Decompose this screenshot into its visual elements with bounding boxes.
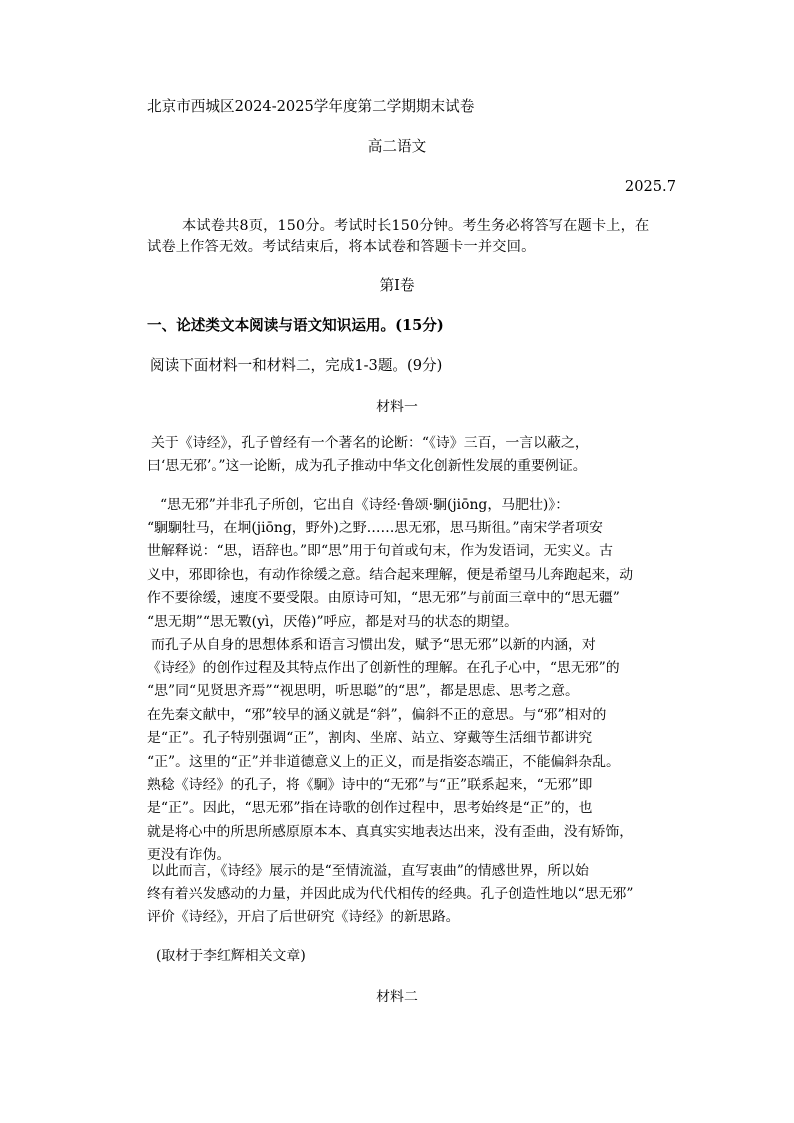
paragraph xyxy=(147,657,661,868)
text-line: 曰‘思无邪’。”这一论断，成为孔子推动中华文化创新性发展的重要例证。 xyxy=(147,458,587,474)
text-line: 关于《诗经》，孔子曾经有一个著名的论断：“《诗》三百，一言以蔽之， xyxy=(151,435,589,451)
text-line: 终有着兴发感动的力量，并因此成为代代相传的经典。孔子创造性地以“思无邪” xyxy=(147,886,634,902)
text-line: “駉駉牡马，在坰(jiōng，野外)之野……思无邪，思马斯徂。”南宋学者项安 xyxy=(147,520,603,536)
section-heading: 一、论述类文本阅读与语文知识运用。(15分) xyxy=(147,317,444,334)
paragraph xyxy=(151,860,661,883)
instructions-line-2: 试卷上作答无效。考试结束后，将本试卷和答题卡一并交回。 xyxy=(147,239,536,255)
text-line: 更没有诈伪。 xyxy=(147,847,231,864)
text-line: “思无邪”并非孔子所创，它出自《诗经·鲁颂·駉(jiōng，马肥壮)》： xyxy=(160,497,570,513)
paragraph xyxy=(147,883,661,930)
material-2-title: 材料二 xyxy=(376,989,418,1005)
part-title: 第Ⅰ卷 xyxy=(379,277,415,294)
text-line: “思无期”“思无斁(yì，厌倦)”呼应，都是对马的状态的期望。 xyxy=(147,613,519,630)
paragraph xyxy=(151,432,661,455)
subject-title: 高二语文 xyxy=(367,138,427,155)
paragraph xyxy=(160,494,661,517)
text-line: 义中，邪即徐也，有动作徐缓之意。结合起来理解，便是希望马儿奔跑起来，动 xyxy=(147,566,634,583)
text-line: 是“正”。孔子特别强调“正”，割肉、坐席、站立、穿戴等生活细节都讲究 xyxy=(147,730,593,747)
text-line: “正”。这里的“正”并非道德意义上的正义，而是指姿态端正，不能偏斜杂乱。 xyxy=(147,753,620,770)
source-citation: (取材于李红辉相关文章) xyxy=(156,948,306,964)
text-line: 就是将心中的所思所感原原本本、真真实实地表达出来，没有歪曲，没有矫饰， xyxy=(147,823,634,840)
text-line: 熟稔《诗经》的孔子，将《駉》诗中的“无邪”与“正”联系起来，“无邪”即 xyxy=(147,776,593,793)
exam-title: 北京市西城区2024-2025学年度第二学期期末试卷 xyxy=(147,98,475,115)
exam-date: 2025.7 xyxy=(624,178,676,195)
material-1-title: 材料一 xyxy=(376,399,418,415)
text-line: 《诗经》的创作过程及其特点作出了创新性的理解。在孔子心中，“思无邪”的 xyxy=(147,660,620,676)
text-line: 评价《诗经》，开启了后世研究《诗经》的新思路。 xyxy=(147,909,460,926)
text-line: 而孔子从自身的思想体系和语言习惯出发，赋予“思无邪”以新的内涵，对 xyxy=(151,637,596,653)
text-line: “思”同“见贤思齐焉”“视思明，听思聪”的“思”，都是思虑、思考之意。 xyxy=(147,683,579,700)
text-line: 在先秦文献中，“邪”较早的涵义就是“斜”，偏斜不正的意思。与“邪”相对的 xyxy=(147,706,607,723)
text-line: 作不要徐缓，速度不要受限。由原诗可知，“思无邪”与前面三章中的“思无疆” xyxy=(147,590,620,607)
text-line: 是“正”。因此，“思无邪”指在诗歌的创作过程中，思考始终是“正”的，也 xyxy=(147,800,593,817)
text-line: 以此而言，《诗经》展示的是“至情流溢，直写衷曲”的情感世界，所以始 xyxy=(151,863,589,879)
paragraph xyxy=(147,517,661,634)
reading-task: 阅读下面材料一和材料二，完成1-3题。(9分) xyxy=(150,357,443,374)
text-line: 世解释说：“思，语辞也。”即“思”用于句首或句末，作为发语词，无实义。古 xyxy=(147,543,613,560)
paragraph xyxy=(151,634,661,657)
instructions-line-1: 本试卷共8页，150分。考试时长150分钟。考生务必将答写在题卡上，在 xyxy=(182,218,650,234)
paragraph xyxy=(147,455,661,478)
